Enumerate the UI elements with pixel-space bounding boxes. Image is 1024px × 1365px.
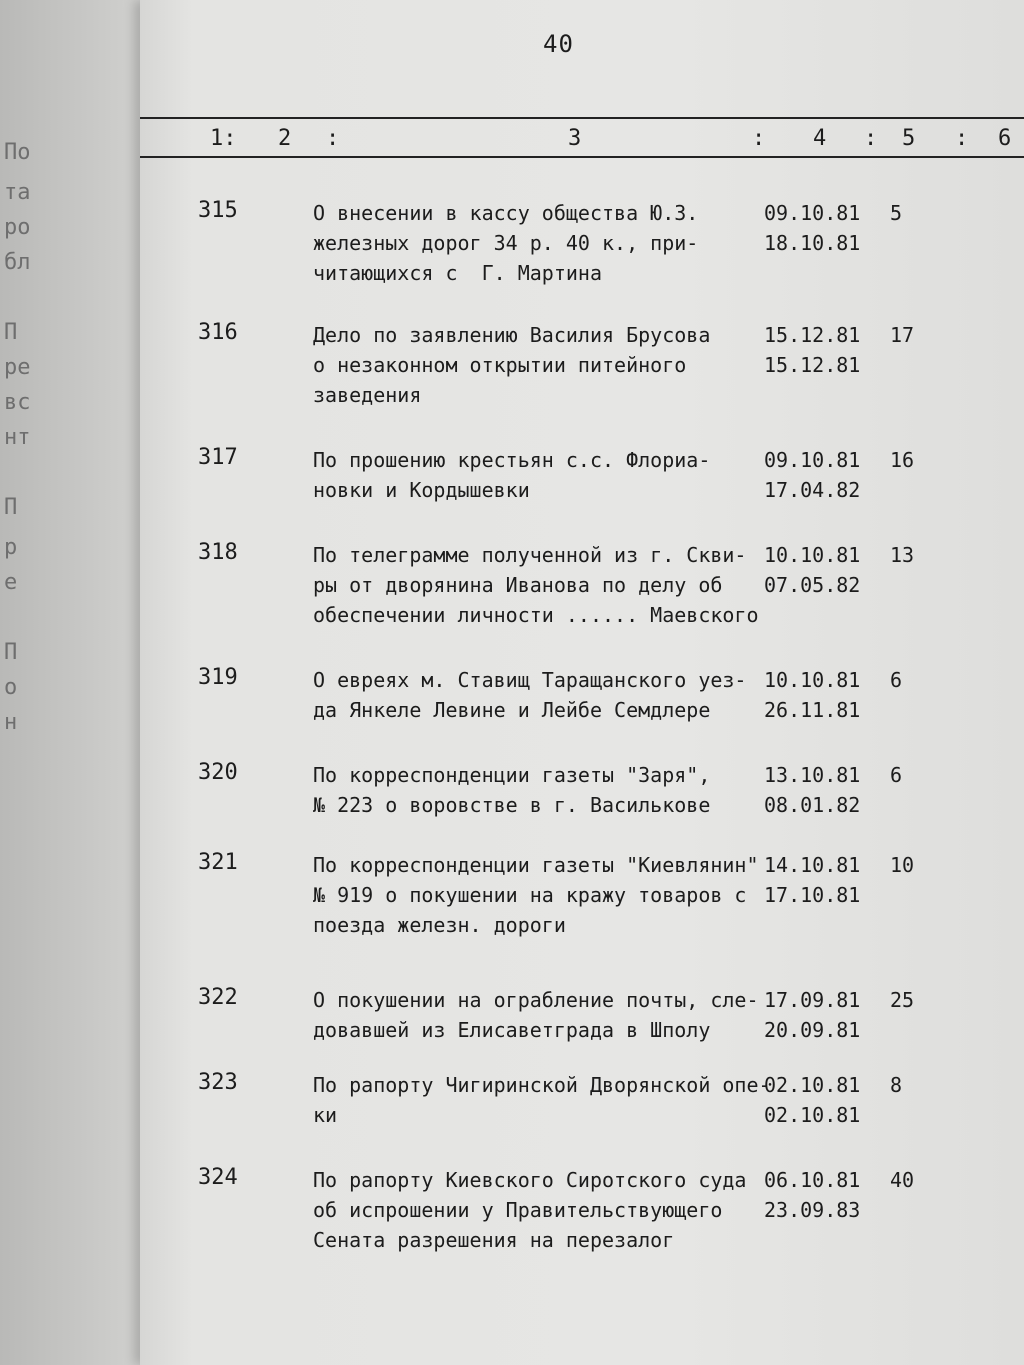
entry-dates xyxy=(764,985,874,1045)
column-header-1: 1: xyxy=(210,126,237,151)
entry-date: 23.09.83 xyxy=(764,1198,861,1222)
entry-dates xyxy=(764,540,874,600)
description-line: читающихся с Г. Мартина xyxy=(313,261,602,285)
entry-date: 15.12.81 xyxy=(764,353,861,377)
entry-number: 321 xyxy=(198,850,238,875)
ghost-glyph: о xyxy=(4,675,18,700)
entry-description xyxy=(313,985,783,1045)
description-line: заведения xyxy=(313,383,422,407)
entry-date: 02.10.81 xyxy=(764,1103,861,1127)
description-line: довавшей из Елисаветграда в Шполу xyxy=(313,1018,711,1042)
entry-dates xyxy=(764,850,874,910)
entry-date: 10.10.81 xyxy=(764,543,861,567)
entry-dates xyxy=(764,320,874,380)
entry-description xyxy=(313,665,783,725)
description-line: новки и Кордышевки xyxy=(313,478,530,502)
entry-description xyxy=(313,320,783,410)
entry-description xyxy=(313,445,783,505)
entry-sheet-count: 8 xyxy=(890,1073,903,1097)
entry-number: 319 xyxy=(198,665,238,690)
description-line: О внесении в кассу общества Ю.З. xyxy=(313,201,699,225)
description-line: Дело по заявлению Василия Брусова xyxy=(313,323,711,347)
ghost-glyph: р xyxy=(4,535,18,560)
entry-number: 315 xyxy=(198,198,238,223)
entry-dates xyxy=(764,1165,874,1225)
ghost-glyph: н xyxy=(4,710,18,735)
column-header-2: 2 xyxy=(278,126,292,151)
column-separator: : xyxy=(752,126,766,151)
description-line: ки xyxy=(313,1103,338,1127)
entry-date: 10.10.81 xyxy=(764,668,861,692)
entry-description xyxy=(313,540,783,630)
description-line: железных дорог 34 р. 40 к., при- xyxy=(313,231,699,255)
entry-number: 316 xyxy=(198,320,238,345)
page-number: 40 xyxy=(543,30,574,58)
entry-date: 17.04.82 xyxy=(764,478,861,502)
description-line: ры от дворянина Иванова по делу об xyxy=(313,573,723,597)
entry-sheet-count: 16 xyxy=(890,448,915,472)
ghost-glyph: е xyxy=(4,570,18,595)
entry-sheet-count: 5 xyxy=(890,201,903,225)
ghost-glyph: По xyxy=(4,140,31,165)
entry-sheet-count: 17 xyxy=(890,323,915,347)
entry-date: 09.10.81 xyxy=(764,448,861,472)
description-line: № 919 о покушении на кражу товаров с xyxy=(313,883,747,907)
entry-date: 14.10.81 xyxy=(764,853,861,877)
previous-page-edge xyxy=(0,0,150,1365)
description-line: Сената разрешения на перезалог xyxy=(313,1228,675,1252)
entry-date: 02.10.81 xyxy=(764,1073,861,1097)
entry-number: 323 xyxy=(198,1070,238,1095)
description-line: По рапорту Киевского Сиротского суда xyxy=(313,1168,747,1192)
entry-sheet-count: 6 xyxy=(890,668,903,692)
entry-number: 324 xyxy=(198,1165,238,1190)
description-line: По корреспонденции газеты "Киевлянин" xyxy=(313,853,759,877)
entry-date: 17.09.81 xyxy=(764,988,861,1012)
entry-number: 317 xyxy=(198,445,238,470)
ghost-glyph: П xyxy=(4,320,18,345)
header-rule-bottom xyxy=(140,156,1024,158)
entry-number: 318 xyxy=(198,540,238,565)
description-line: поезда железн. дороги xyxy=(313,913,566,937)
description-line: № 223 о воровстве в г. Василькове xyxy=(313,793,711,817)
description-line: об испрошении у Правительствующего xyxy=(313,1198,723,1222)
header-rule-top xyxy=(140,117,1024,119)
entry-sheet-count: 10 xyxy=(890,853,915,877)
description-line: обеспечении личности ...... Маевского xyxy=(313,603,759,627)
entry-date: 09.10.81 xyxy=(764,201,861,225)
entry-description xyxy=(313,1070,783,1130)
column-header-3: 3 xyxy=(568,126,582,151)
entry-date: 06.10.81 xyxy=(764,1168,861,1192)
description-line: О евреях м. Ставищ Таращанского уез- xyxy=(313,668,747,692)
entry-date: 18.10.81 xyxy=(764,231,861,255)
entry-description xyxy=(313,198,783,288)
ghost-glyph: бл xyxy=(4,250,31,275)
entry-date: 13.10.81 xyxy=(764,763,861,787)
ghost-glyph: та xyxy=(4,180,31,205)
ghost-glyph: нт xyxy=(4,425,31,450)
entry-date: 26.11.81 xyxy=(764,698,861,722)
ghost-glyph: ро xyxy=(4,215,31,240)
column-separator: : xyxy=(955,126,969,151)
ghost-glyph: вс xyxy=(4,390,31,415)
description-line: По прошению крестьян с.с. Флориа- xyxy=(313,448,711,472)
entry-dates xyxy=(764,760,874,820)
entry-description xyxy=(313,1165,783,1255)
entry-number: 322 xyxy=(198,985,238,1010)
entry-sheet-count: 6 xyxy=(890,763,903,787)
column-header-6: 6 xyxy=(998,126,1012,151)
ghost-glyph: ре xyxy=(4,355,31,380)
entry-dates xyxy=(764,665,874,725)
column-header-5: 5 xyxy=(902,126,916,151)
entry-date: 20.09.81 xyxy=(764,1018,861,1042)
entry-description xyxy=(313,850,783,940)
entry-dates xyxy=(764,445,874,505)
entry-dates xyxy=(764,1070,874,1130)
description-line: По телеграмме полученной из г. Скви- xyxy=(313,543,747,567)
entry-date: 15.12.81 xyxy=(764,323,861,347)
entry-sheet-count: 25 xyxy=(890,988,915,1012)
entry-date: 08.01.82 xyxy=(764,793,861,817)
entry-description xyxy=(313,760,783,820)
entry-date: 17.10.81 xyxy=(764,883,861,907)
entry-dates xyxy=(764,198,874,258)
entry-number: 320 xyxy=(198,760,238,785)
description-line: По корреспонденции газеты "Заря", xyxy=(313,763,711,787)
entry-sheet-count: 13 xyxy=(890,543,915,567)
description-line: о незаконном открытии питейного xyxy=(313,353,687,377)
entry-sheet-count: 40 xyxy=(890,1168,915,1192)
ghost-glyph: П xyxy=(4,640,18,665)
column-header-4: 4 xyxy=(813,126,827,151)
description-line: О покушении на ограбление почты, сле- xyxy=(313,988,759,1012)
description-line: По рапорту Чигиринской Дворянской опе- xyxy=(313,1073,771,1097)
description-line: да Янкеле Левине и Лейбе Семдлере xyxy=(313,698,711,722)
entry-date: 07.05.82 xyxy=(764,573,861,597)
column-separator: : xyxy=(864,126,878,151)
column-separator: : xyxy=(326,126,340,151)
ghost-glyph: П xyxy=(4,495,18,520)
